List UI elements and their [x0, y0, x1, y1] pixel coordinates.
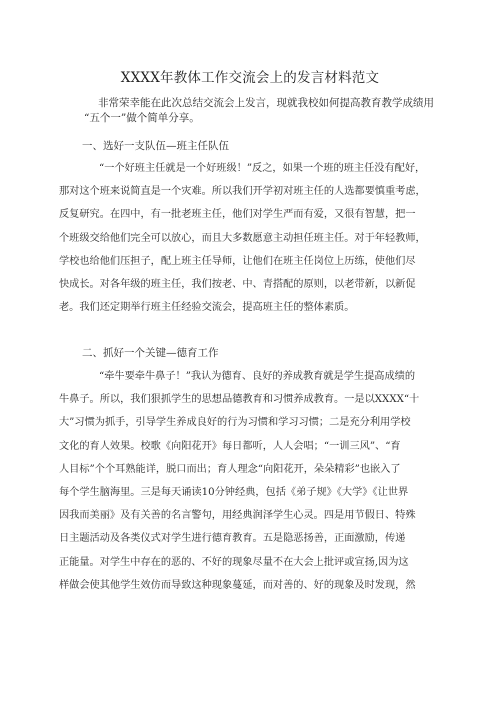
- text-line: “牵牛要牵牛鼻子！”我认为德育、良好的养成教育就是学生提高成绩的: [99, 371, 416, 382]
- text-line: 快成长。对各年级的班主任，我们按老、中、青搭配的原则，以老带新，以新促: [59, 279, 416, 291]
- text-line: 个班级交给他们完全可以放心，而且大多数愿意主动担任班主任。对于年轻教师，: [59, 232, 426, 244]
- section-2-paragraph: [59, 365, 444, 597]
- intro-paragraph: [82, 96, 442, 126]
- text-line: 那对这个班来说简直是一个灾难。所以我们开学初对班主任的人选都要慎重考虑，: [59, 186, 426, 198]
- section-2-heading: 二、抓好一个关键—德育工作: [82, 347, 219, 359]
- document-title: XXXX年教体工作交流会上的发言材料范文: [120, 70, 380, 86]
- text-line: 日主题活动及各类仪式对学生进行德育教育。五是隐恶扬善，正面激励，传递: [59, 533, 406, 545]
- text-line: 每个学生脑海里。三是每天诵读10分钟经典，包括《弟子规》《大学》《让世界: [59, 487, 409, 499]
- section-1-paragraph: [59, 157, 444, 319]
- text-line: 正能量。对学生中存在的恶的、不好的现象尽量不在大会上批评或宣扬,因为这: [59, 556, 409, 568]
- text-line: 因我而美丽》及有关善的名言警句，用经典润泽学生心灵。四是用节假日、特殊: [59, 510, 416, 522]
- text-line: 人目标”个个耳熟能详，脱口而出；育人理念“向阳花开，朵朵精彩”也嵌入了: [59, 463, 401, 475]
- text-line: “一个好班主任就是一个好班级！”反之，如果一个班的班主任没有配好，: [99, 163, 426, 174]
- text-line: 学校也给他们压担子，配上班主任导师，让他们在班主任岗位上历练，使他们尽: [59, 255, 416, 267]
- text-line: 牛鼻子。所以，我们狠抓学生的思想品德教育和习惯养成教育。一是以XXXX“十: [59, 394, 420, 406]
- intro-line: 非常荣幸能在此次总结交流会上发言，现就我校如何提高教育教学成绩用: [98, 97, 434, 109]
- text-line: 老。我们还定期举行班主任经验交流会，提高班主任的整体素质。: [59, 302, 355, 314]
- text-line: 反复研究。在四中，有一批老班主任，他们对学生严而有爱，又很有智慧，把一: [59, 209, 416, 221]
- section-1-heading: 一、选好一支队伍—班主任队伍: [82, 140, 229, 152]
- intro-line: “五个一”做个简单分享。: [84, 112, 200, 124]
- text-line: 样做会使其他学生效仿而导致这种现象蔓延，而对善的、好的现象及时发现，然: [59, 579, 416, 591]
- text-line: 大”习惯为抓手，引导学生养成良好的行为习惯和学习习惯；二是充分利用学校: [59, 417, 411, 429]
- text-line: 文化的育人效果。校歌《向阳花开》每日都听，人人会唱；“一训三风”、“育: [59, 440, 401, 452]
